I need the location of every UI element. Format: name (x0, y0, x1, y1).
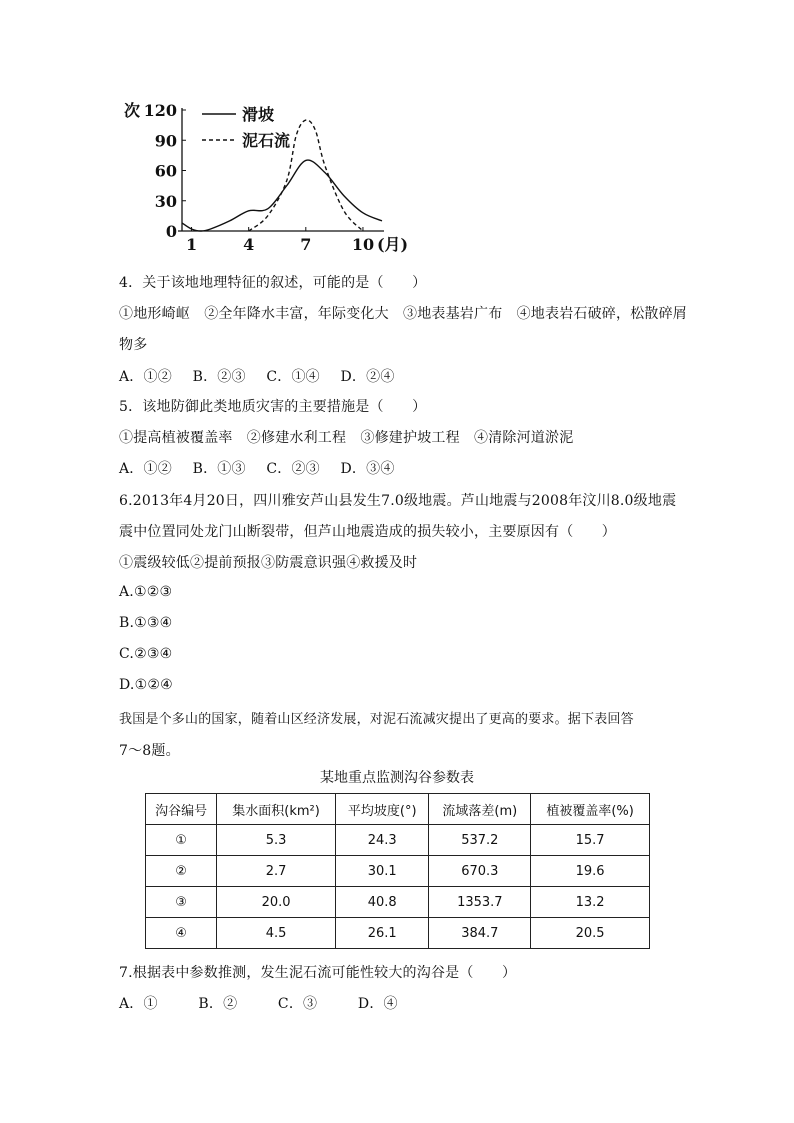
q4-options (119, 366, 411, 386)
y-axis-label: 次 (124, 101, 141, 120)
x-tick-label: 10 (351, 235, 375, 254)
parameter-table (145, 793, 650, 949)
q4-option-c[interactable]: C．①④ (266, 369, 320, 385)
q7-options (119, 993, 434, 1013)
q6-option-a[interactable]: A.①②③ (119, 584, 173, 600)
q5-option-b[interactable]: B．①③ (192, 461, 246, 477)
legend-label: 泥石流 (242, 131, 291, 150)
table-cell: ② (146, 856, 217, 887)
table-cell: 4.5 (217, 918, 336, 949)
q4-option-b[interactable]: B．②③ (192, 369, 246, 385)
q5-option-d[interactable]: D．③④ (340, 461, 395, 477)
legend-label: 滑坡 (242, 105, 275, 124)
q4-option-a[interactable]: A．①② (119, 369, 172, 385)
table-header-row (146, 794, 650, 825)
table-header-cell: 集水面积(km²) (217, 794, 336, 825)
table-cell: 1353.7 (429, 887, 531, 918)
q7-option-d[interactable]: D．④ (357, 996, 398, 1012)
table-header-cell: 平均坡度(°) (335, 794, 428, 825)
table-cell: 30.1 (335, 856, 428, 887)
y-tick-label: 120 (143, 101, 177, 120)
x-tick-label: 1 (185, 235, 198, 254)
q7-option-b[interactable]: B．② (198, 996, 238, 1012)
q4-items-cont: 物多 (119, 337, 148, 353)
q6-stem-line2: 震中位置同处龙门山断裂带，但芦山地震造成的损失较小，主要原因有（ ） (119, 524, 616, 540)
q5-option-a[interactable]: A．①② (119, 461, 172, 477)
table-cell: 20.0 (217, 887, 336, 918)
table-cell: 384.7 (429, 918, 531, 949)
q7-option-c[interactable]: C．③ (277, 996, 318, 1012)
q5-items: ①提高植被覆盖率 ②修建水利工程 ③修建护坡工程 ④清除河道淤泥 (119, 430, 574, 446)
table-cell: 24.3 (335, 825, 428, 856)
table-cell: 670.3 (429, 856, 531, 887)
table-cell: ① (146, 825, 217, 856)
table-cell: 2.7 (217, 856, 336, 887)
table-row (146, 856, 650, 887)
q5-option-c[interactable]: C．②③ (266, 461, 320, 477)
x-tick-label: 4 (243, 235, 255, 254)
y-tick-label: 30 (154, 191, 177, 211)
table-cell: 15.7 (531, 825, 650, 856)
q5-options (119, 458, 411, 478)
intro-7-8-line2: 7～8题。 (119, 743, 180, 759)
table-cell: 20.5 (531, 918, 650, 949)
q4-stem: 4．关于该地地理特征的叙述，可能的是（ ） (119, 275, 427, 291)
y-tick-label: 60 (154, 161, 177, 181)
q6-items: ①震级较低②提前预报③防震意识强④救援及时 (119, 555, 418, 571)
q5-stem: 5．该地防御此类地质灾害的主要措施是（ ） (119, 399, 427, 415)
q6-option-d[interactable]: D.①②④ (119, 677, 173, 693)
x-tick-label: 7 (300, 235, 312, 254)
q6-stem-line1: 6.2013年4月20日，四川雅安芦山县发生7.0级地震。芦山地震与2008年汶川8.0级地震 (119, 493, 677, 509)
table-cell: 40.8 (335, 887, 428, 918)
y-tick-label: 90 (154, 131, 177, 151)
intro-7-8-line1: 我国是个多山的国家，随着山区经济发展，对泥石流减灾提出了更高的要求。据下表回答 (119, 712, 634, 727)
q4-items: ①地形崎岖 ②全年降水丰富，年际变化大 ③地表基岩广布 ④地表岩石破碎，松散碎屑 (119, 306, 687, 322)
table-cell: 5.3 (217, 825, 336, 856)
series-line-landslide (182, 160, 382, 231)
table-cell: 19.6 (531, 856, 650, 887)
landslide-debris-flow-chart (120, 98, 420, 258)
table-header-cell: 植被覆盖率(%) (531, 794, 650, 825)
q6-option-c[interactable]: C.②③④ (119, 646, 173, 662)
table-row (146, 918, 650, 949)
table-cell: 13.2 (531, 887, 650, 918)
y-tick-label: 0 (165, 222, 177, 241)
table-header-cell: 流域落差(m) (429, 794, 531, 825)
table-cell: ④ (146, 918, 217, 949)
chart-svg (120, 98, 420, 258)
table-row (146, 825, 650, 856)
table-caption: 某地重点监测沟谷参数表 (320, 770, 474, 786)
table-row (146, 887, 650, 918)
q7-stem: 7.根据表中参数推测，发生泥石流可能性较大的沟谷是（ ） (119, 965, 517, 981)
x-axis-unit: (月) (376, 235, 409, 254)
table-cell: ③ (146, 887, 217, 918)
q4-option-d[interactable]: D．②④ (340, 369, 395, 385)
q7-option-a[interactable]: A．① (119, 996, 158, 1012)
table-header-cell: 沟谷编号 (146, 794, 217, 825)
table-cell: 537.2 (429, 825, 531, 856)
q6-option-b[interactable]: B.①③④ (119, 615, 173, 631)
table-cell: 26.1 (335, 918, 428, 949)
